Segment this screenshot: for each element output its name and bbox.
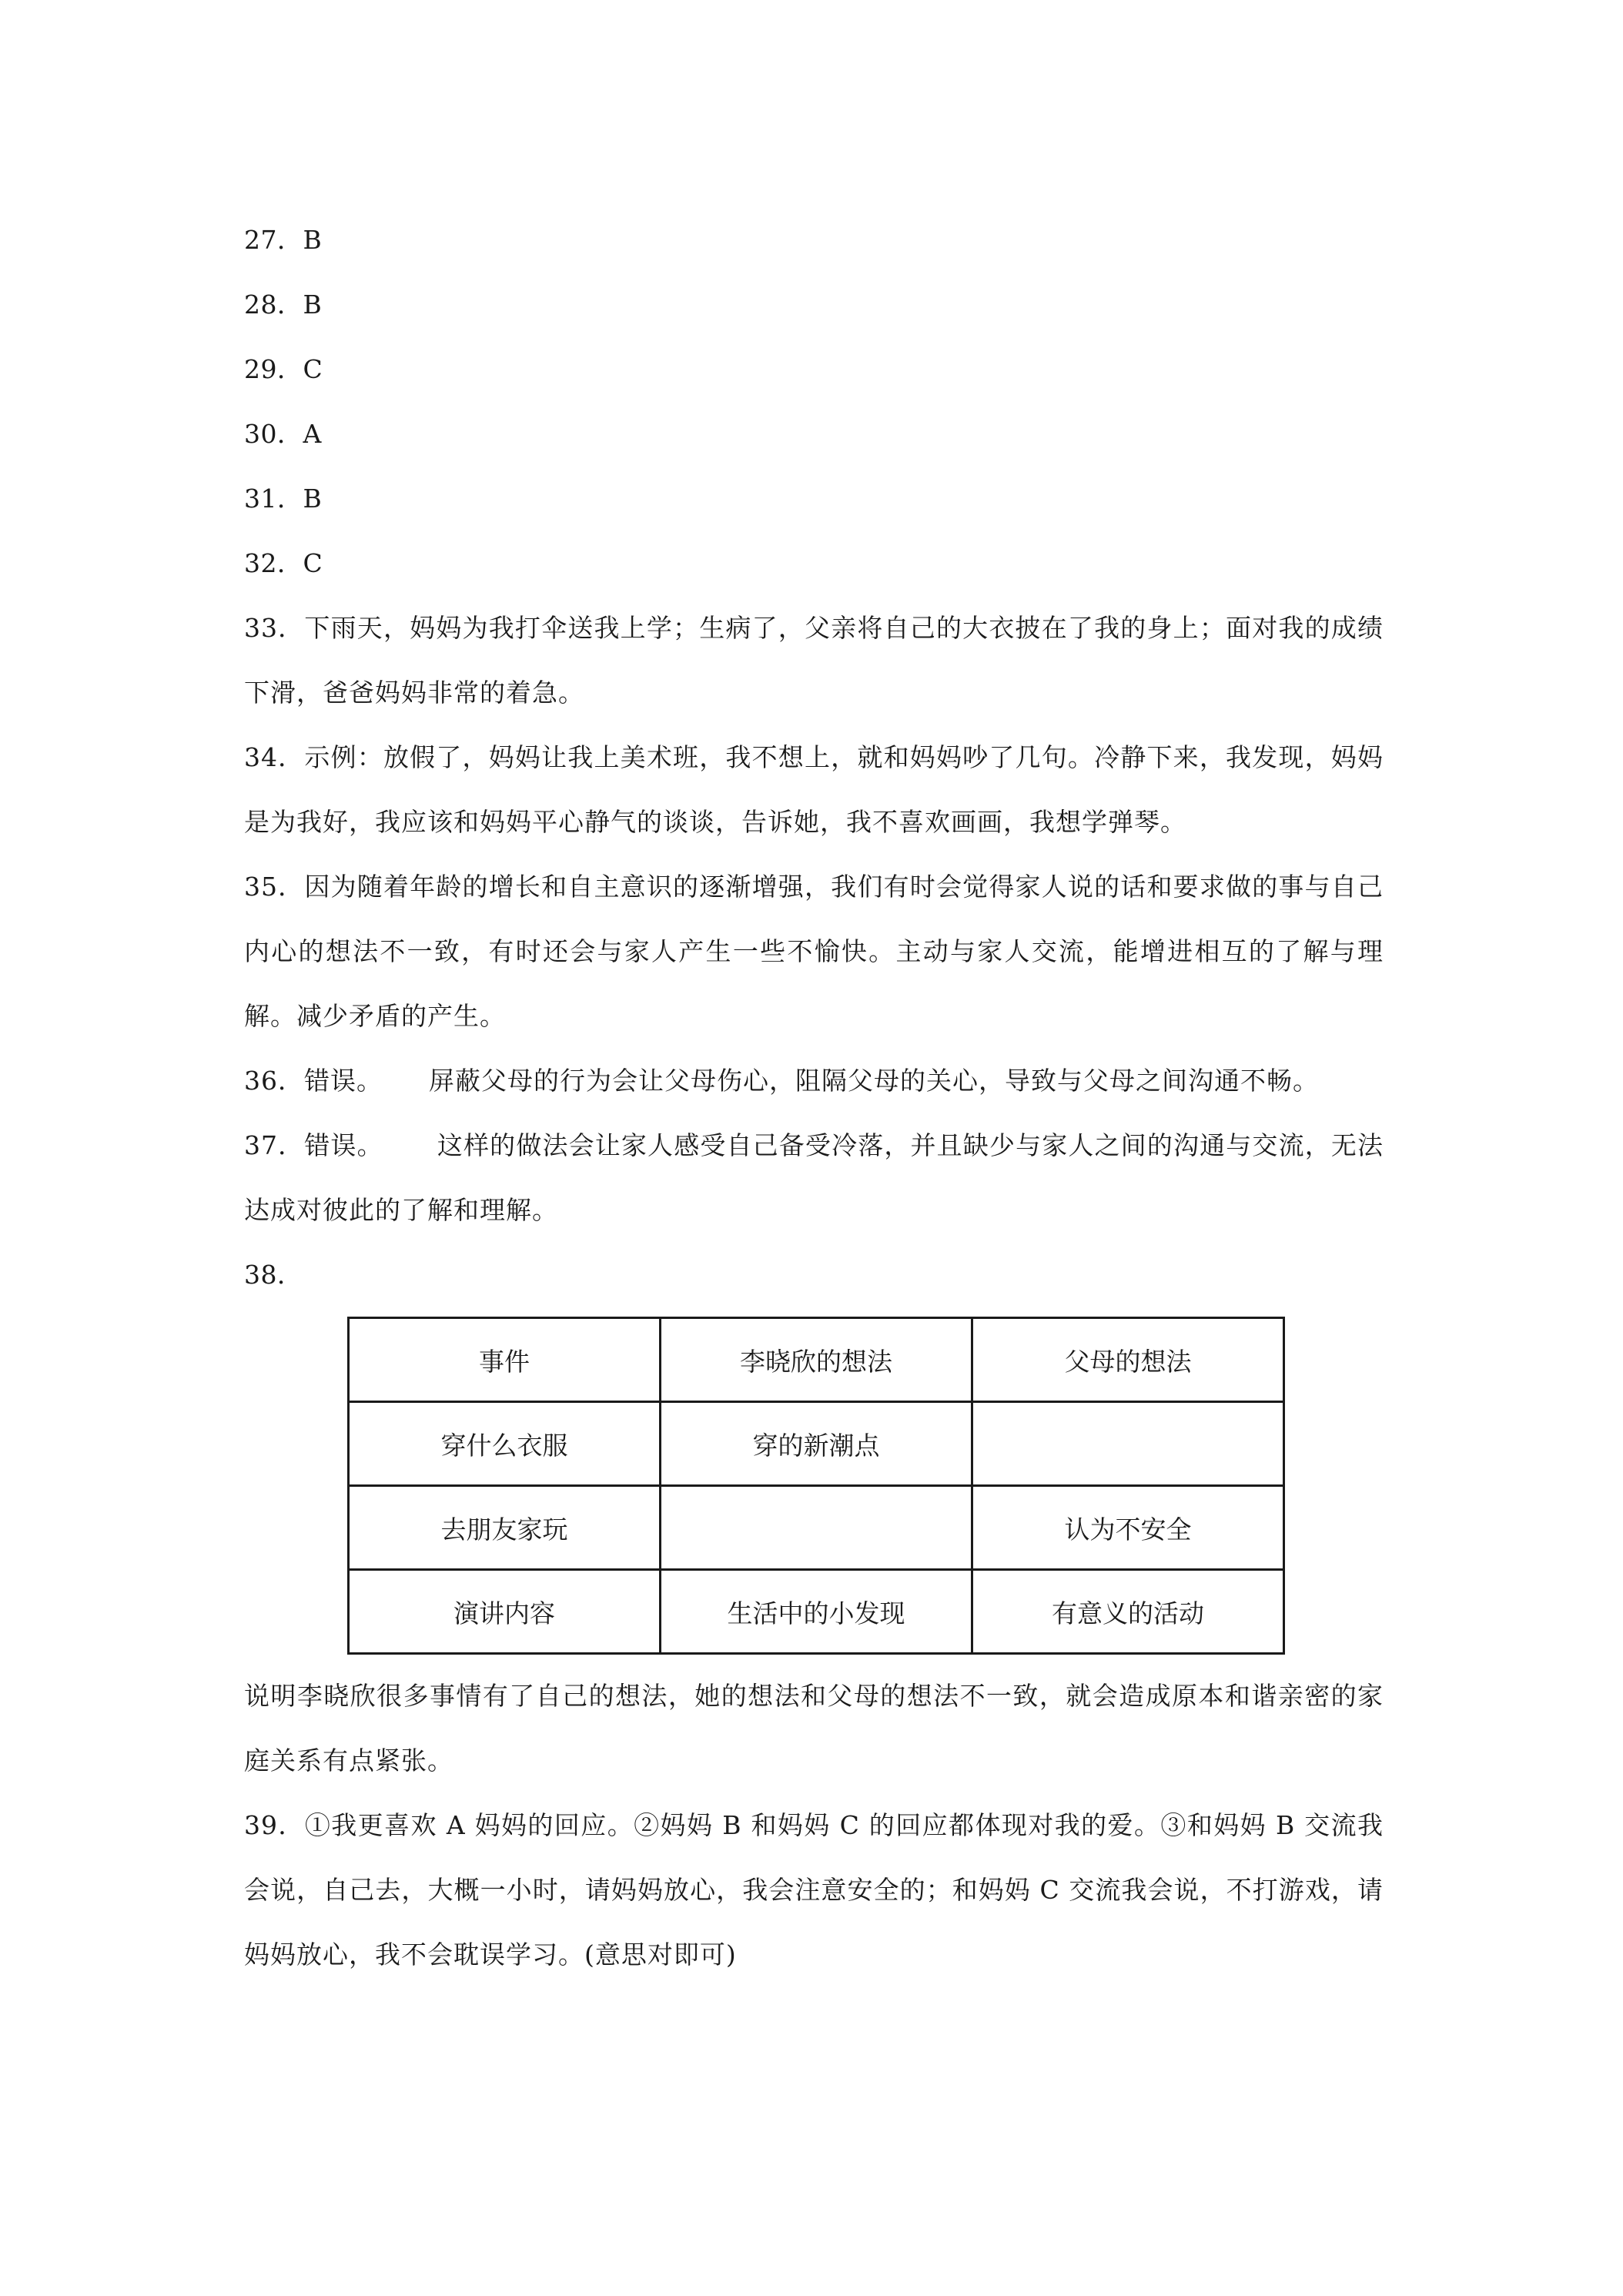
table-row	[349, 1486, 1284, 1570]
table-header-cell: 李晓欣的想法	[661, 1318, 972, 1402]
table-cell: 穿的新潮点	[661, 1402, 972, 1486]
table-cell	[972, 1402, 1284, 1486]
answer-39: 39．①我更喜欢 A 妈妈的回应。②妈妈 B 和妈妈 C 的回应都体现对我的爱。③和妈妈 B 交流我会说，自己去，大概一小时，请妈妈放心，我会注意安全的；和妈妈 C 交流我会说，不打游戏，请妈妈放心，我不会耽误学习。(意思对即可)	[244, 1810, 1384, 1970]
answer-sheet	[244, 208, 1384, 1987]
answer-36: 36．错误。 屏蔽父母的行为会让父母伤心，阻隔父母的关心，导致与父母之间沟通不畅。	[244, 1066, 1319, 1096]
answer-37: 37．错误。 这样的做法会让家人感受自己备受冷落，并且缺少与家人之间的沟通与交流，无法达成对彼此的了解和理解。	[244, 1130, 1384, 1225]
answer-38-number: 38．	[244, 1260, 303, 1290]
answer-28: 28．B	[244, 290, 323, 320]
table-header-cell: 父母的想法	[972, 1318, 1284, 1402]
table-header-cell: 事件	[349, 1318, 661, 1402]
table-row	[349, 1570, 1284, 1654]
table-cell: 去朋友家玩	[349, 1486, 661, 1570]
table-cell: 穿什么衣服	[349, 1402, 661, 1486]
answer-34: 34．示例：放假了，妈妈让我上美术班，我不想上，就和妈妈吵了几句。冷静下来，我发现，妈妈是为我好，我应该和妈妈平心静气的谈谈，告诉她，我不喜欢画画，我想学弹琴。	[244, 742, 1384, 837]
table-cell: 有意义的活动	[972, 1570, 1284, 1654]
table-header-row	[349, 1318, 1284, 1402]
answer-32: 32．C	[244, 548, 323, 578]
answer-38-conclusion: 说明李晓欣很多事情有了自己的想法，她的想法和父母的想法不一致，就会造成原本和谐亲密的家庭关系有点紧张。	[244, 1681, 1384, 1776]
thoughts-comparison-table	[347, 1317, 1285, 1655]
table-cell: 认为不安全	[972, 1486, 1284, 1570]
table-row	[349, 1402, 1284, 1486]
answer-35: 35．因为随着年龄的增长和自主意识的逐渐增强，我们有时会觉得家人说的话和要求做的事与自己内心的想法不一致，有时还会与家人产生一些不愉快。主动与家人交流，能增进相互的了解与理解。减少矛盾的产生。	[244, 872, 1384, 1031]
answer-29: 29．C	[244, 354, 323, 384]
answer-31: 31．B	[244, 484, 323, 514]
table-cell	[661, 1486, 972, 1570]
answer-33: 33．下雨天，妈妈为我打伞送我上学；生病了，父亲将自己的大衣披在了我的身上；面对我的成绩下滑，爸爸妈妈非常的着急。	[244, 613, 1384, 708]
answer-30: 30．A	[244, 419, 322, 449]
table-cell: 生活中的小发现	[661, 1570, 972, 1654]
table-cell: 演讲内容	[349, 1570, 661, 1654]
answer-27: 27．B	[244, 225, 323, 255]
